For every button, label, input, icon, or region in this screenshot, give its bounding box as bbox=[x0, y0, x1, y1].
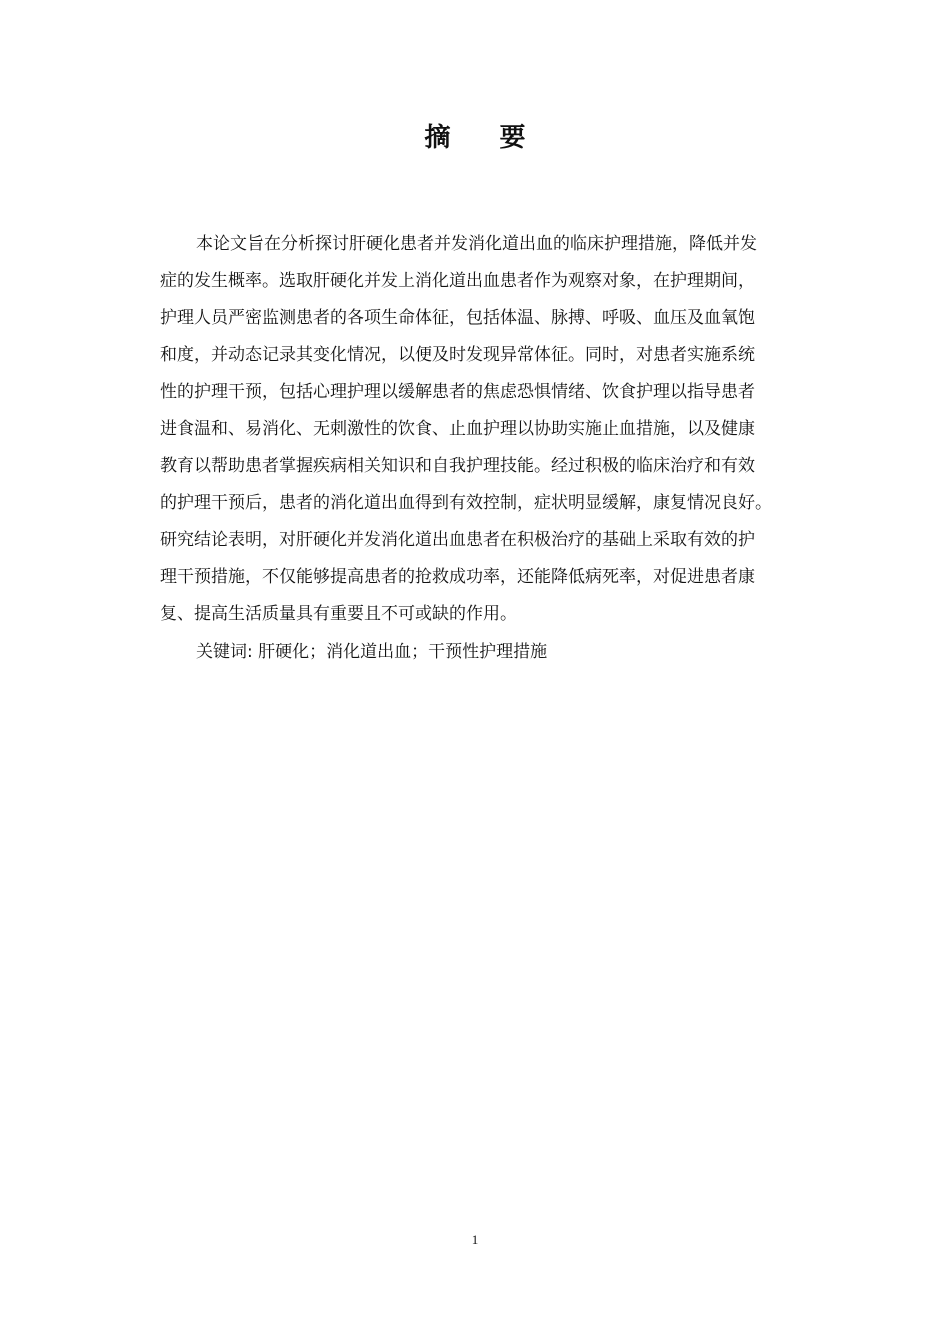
abstract-line: 教育以帮助患者掌握疾病相关知识和自我护理技能。经过积极的临床治疗和有效 bbox=[160, 456, 755, 476]
abstract-line: 性的护理干预，包括心理护理以缓解患者的焦虑恐惧情绪、饮食护理以指导患者 bbox=[160, 382, 755, 402]
abstract-line: 的护理干预后，患者的消化道出血得到有效控制，症状明显缓解，康复情况良好。 bbox=[160, 493, 772, 513]
keywords-label: 关键词: bbox=[196, 642, 253, 662]
abstract-line: 理干预措施，不仅能够提高患者的抢救成功率，还能降低病死率，对促进患者康 bbox=[160, 567, 755, 587]
abstract-line: 护理人员严密监测患者的各项生命体征，包括体温、脉搏、呼吸、血压及血氧饱 bbox=[160, 308, 755, 328]
abstract-line: 复、提高生活质量具有重要且不可或缺的作用。 bbox=[160, 604, 517, 624]
abstract-body bbox=[160, 226, 840, 633]
abstract-line: 本论文旨在分析探讨肝硬化患者并发消化道出血的临床护理措施，降低并发 bbox=[196, 234, 757, 254]
abstract-line: 进食温和、易消化、无刺激性的饮食、止血护理以协助实施止血措施，以及健康 bbox=[160, 419, 755, 439]
keywords-line bbox=[196, 634, 547, 671]
abstract-title: 摘 要 bbox=[424, 123, 546, 153]
abstract-line: 症的发生概率。选取肝硬化并发上消化道出血患者作为观察对象，在护理期间， bbox=[160, 271, 755, 291]
page-number: 1 bbox=[471, 1232, 479, 1247]
abstract-line: 和度，并动态记录其变化情况，以便及时发现异常体征。同时，对患者实施系统 bbox=[160, 345, 755, 365]
abstract-line: 研究结论表明，对肝硬化并发消化道出血患者在积极治疗的基础上采取有效的护 bbox=[160, 530, 755, 550]
keywords-text: 肝硬化；消化道出血；干预性护理措施 bbox=[258, 642, 548, 662]
